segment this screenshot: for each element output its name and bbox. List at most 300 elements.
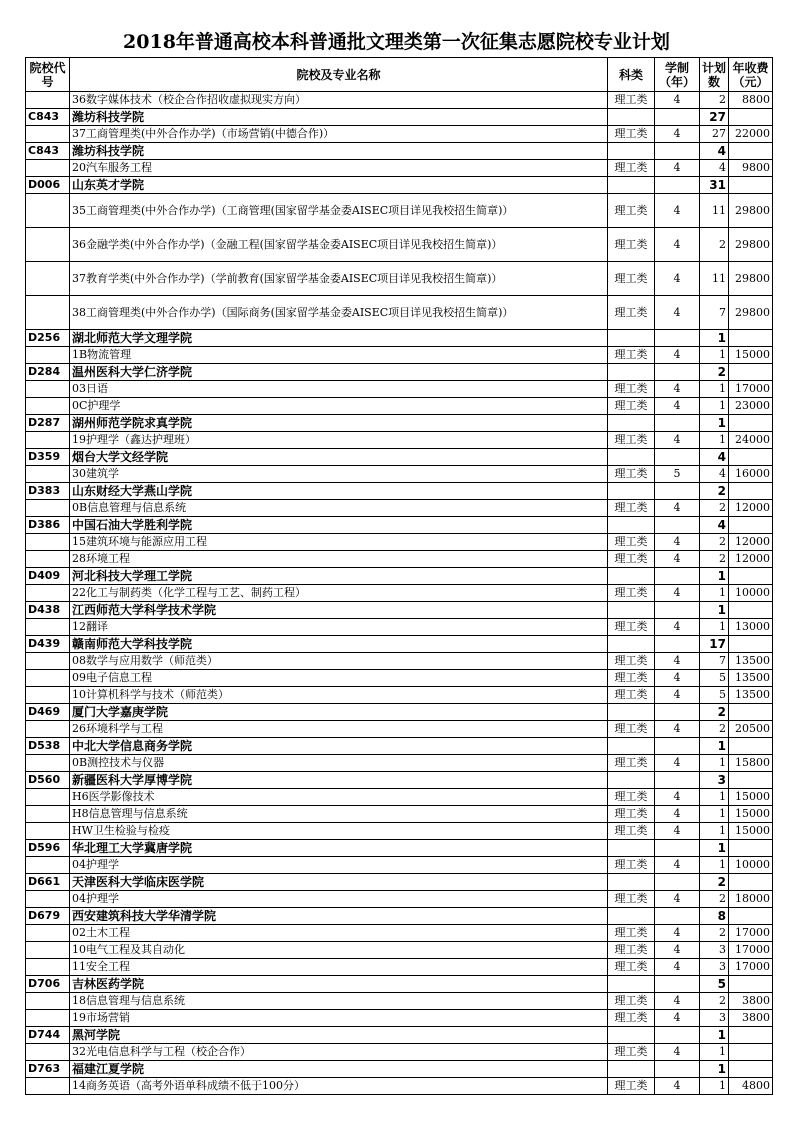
fee-cell	[729, 602, 773, 619]
header-code: 院校代号	[26, 58, 70, 92]
years-cell	[655, 976, 700, 993]
school-row	[26, 449, 773, 466]
fee-cell: 22000	[729, 126, 773, 143]
years-cell	[655, 602, 700, 619]
years-cell: 4	[655, 755, 700, 772]
major-name-cell: 04护理学	[70, 891, 608, 908]
years-cell	[655, 874, 700, 891]
category-cell	[608, 449, 655, 466]
major-name-cell: 03日语	[70, 381, 608, 398]
category-cell	[608, 908, 655, 925]
major-row	[26, 993, 773, 1010]
major-row	[26, 806, 773, 823]
school-row	[26, 976, 773, 993]
major-name-cell: 20汽车服务工程	[70, 160, 608, 177]
fee-cell: 17000	[729, 959, 773, 976]
category-cell: 理工类	[608, 534, 655, 551]
plan-count-cell: 1	[700, 619, 729, 636]
plan-count-cell: 1	[700, 585, 729, 602]
fee-cell: 20500	[729, 721, 773, 738]
school-code-cell	[26, 721, 70, 738]
years-cell	[655, 636, 700, 653]
major-row	[26, 823, 773, 840]
category-cell: 理工类	[608, 585, 655, 602]
fee-cell	[729, 568, 773, 585]
school-code-cell	[26, 942, 70, 959]
years-cell	[655, 1027, 700, 1044]
school-code-cell: D744	[26, 1027, 70, 1044]
school-code-cell	[26, 993, 70, 1010]
fee-cell: 8800	[729, 92, 773, 109]
major-name-cell: 35工商管理类(中外合作办学)（工商管理(国家留学基金委AISEC项目详见我校招生简章)）	[70, 194, 608, 228]
header-plan: 计划数	[700, 58, 729, 92]
category-cell: 理工类	[608, 262, 655, 296]
years-cell	[655, 908, 700, 925]
table-header-row	[26, 58, 773, 92]
years-cell: 4	[655, 806, 700, 823]
category-cell	[608, 483, 655, 500]
school-code-cell: D359	[26, 449, 70, 466]
fee-cell: 29800	[729, 228, 773, 262]
years-cell: 4	[655, 823, 700, 840]
category-cell	[608, 177, 655, 194]
major-name-cell: 32光电信息科学与工程（校企合作）	[70, 1044, 608, 1061]
category-cell: 理工类	[608, 721, 655, 738]
years-cell: 4	[655, 925, 700, 942]
plan-count-cell: 2	[700, 874, 729, 891]
years-cell	[655, 704, 700, 721]
category-cell: 理工类	[608, 126, 655, 143]
plan-count-cell: 1	[700, 857, 729, 874]
school-row	[26, 177, 773, 194]
category-cell	[608, 976, 655, 993]
header-category: 科类	[608, 58, 655, 92]
category-cell: 理工类	[608, 925, 655, 942]
school-row	[26, 1027, 773, 1044]
years-cell: 5	[655, 466, 700, 483]
major-name-cell: 04护理学	[70, 857, 608, 874]
fee-cell: 13000	[729, 619, 773, 636]
years-cell	[655, 449, 700, 466]
category-cell: 理工类	[608, 653, 655, 670]
school-code-cell	[26, 432, 70, 449]
school-name-cell: 湖州师范学院求真学院	[70, 415, 608, 432]
school-code-cell: D439	[26, 636, 70, 653]
school-row	[26, 602, 773, 619]
fee-cell	[729, 1027, 773, 1044]
school-name-cell: 中北大学信息商务学院	[70, 738, 608, 755]
fee-cell	[729, 177, 773, 194]
plan-count-cell: 8	[700, 908, 729, 925]
fee-cell: 15000	[729, 347, 773, 364]
major-row	[26, 432, 773, 449]
category-cell: 理工类	[608, 687, 655, 704]
category-cell: 理工类	[608, 857, 655, 874]
years-cell: 4	[655, 670, 700, 687]
header-name: 院校及专业名称	[70, 58, 608, 92]
school-code-cell	[26, 398, 70, 415]
plan-count-cell: 4	[700, 143, 729, 160]
fee-cell: 3800	[729, 993, 773, 1010]
school-name-cell: 山东英才学院	[70, 177, 608, 194]
fee-cell	[729, 415, 773, 432]
school-code-cell	[26, 194, 70, 228]
major-name-cell: H8信息管理与信息系统	[70, 806, 608, 823]
fee-cell	[729, 908, 773, 925]
major-name-cell: HW卫生检验与检疫	[70, 823, 608, 840]
school-name-cell: 华北理工大学冀唐学院	[70, 840, 608, 857]
plan-count-cell: 1	[700, 755, 729, 772]
school-code-cell: D287	[26, 415, 70, 432]
major-name-cell: 22化工与制药类（化学工程与工艺、制药工程）	[70, 585, 608, 602]
school-name-cell: 山东财经大学燕山学院	[70, 483, 608, 500]
years-cell: 4	[655, 585, 700, 602]
major-name-cell: 37工商管理类(中外合作办学)（市场营销(中德合作)）	[70, 126, 608, 143]
category-cell: 理工类	[608, 959, 655, 976]
plan-count-cell: 27	[700, 109, 729, 126]
major-row	[26, 126, 773, 143]
fee-cell: 29800	[729, 194, 773, 228]
category-cell: 理工类	[608, 1010, 655, 1027]
category-cell: 理工类	[608, 296, 655, 330]
years-cell: 4	[655, 891, 700, 908]
school-code-cell	[26, 823, 70, 840]
years-cell	[655, 364, 700, 381]
years-cell	[655, 517, 700, 534]
major-name-cell: 19市场营销	[70, 1010, 608, 1027]
category-cell	[608, 330, 655, 347]
plan-count-cell: 11	[700, 262, 729, 296]
category-cell: 理工类	[608, 1078, 655, 1095]
fee-cell: 12000	[729, 500, 773, 517]
enrollment-plan-table	[25, 57, 773, 1095]
school-name-cell: 温州医科大学仁济学院	[70, 364, 608, 381]
years-cell	[655, 143, 700, 160]
category-cell: 理工类	[608, 398, 655, 415]
category-cell	[608, 636, 655, 653]
years-cell: 4	[655, 959, 700, 976]
plan-count-cell: 5	[700, 670, 729, 687]
years-cell: 4	[655, 1044, 700, 1061]
school-code-cell	[26, 500, 70, 517]
major-name-cell: 36数字媒体技术（校企合作招收虚拟现实方向）	[70, 92, 608, 109]
school-code-cell: D256	[26, 330, 70, 347]
major-name-cell: 14商务英语（高考外语单科成绩不低于100分）	[70, 1078, 608, 1095]
major-name-cell: 0B测控技术与仪器	[70, 755, 608, 772]
school-row	[26, 738, 773, 755]
school-code-cell: C843	[26, 143, 70, 160]
fee-cell	[729, 1044, 773, 1061]
plan-count-cell: 1	[700, 1027, 729, 1044]
school-row	[26, 1061, 773, 1078]
school-name-cell: 吉林医药学院	[70, 976, 608, 993]
years-cell: 4	[655, 653, 700, 670]
school-code-cell	[26, 959, 70, 976]
category-cell: 理工类	[608, 551, 655, 568]
school-name-cell: 新疆医科大学厚博学院	[70, 772, 608, 789]
school-row	[26, 109, 773, 126]
plan-count-cell: 31	[700, 177, 729, 194]
fee-cell	[729, 143, 773, 160]
years-cell	[655, 415, 700, 432]
school-name-cell: 黑河学院	[70, 1027, 608, 1044]
category-cell: 理工类	[608, 347, 655, 364]
school-code-cell	[26, 687, 70, 704]
major-row	[26, 381, 773, 398]
school-code-cell	[26, 92, 70, 109]
header-years: 学制（年）	[655, 58, 700, 92]
school-code-cell	[26, 551, 70, 568]
school-code-cell	[26, 160, 70, 177]
plan-count-cell: 3	[700, 772, 729, 789]
major-row	[26, 653, 773, 670]
years-cell	[655, 177, 700, 194]
plan-count-cell: 4	[700, 160, 729, 177]
major-name-cell: 26环境科学与工程	[70, 721, 608, 738]
plan-count-cell: 2	[700, 721, 729, 738]
fee-cell: 4800	[729, 1078, 773, 1095]
major-name-cell: 37教育学类(中外合作办学)（学前教育(国家留学基金委AISEC项目详见我校招生简章)）	[70, 262, 608, 296]
fee-cell: 12000	[729, 551, 773, 568]
school-code-cell	[26, 126, 70, 143]
fee-cell	[729, 483, 773, 500]
major-name-cell: 15建筑环境与能源应用工程	[70, 534, 608, 551]
major-row	[26, 228, 773, 262]
school-row	[26, 908, 773, 925]
plan-count-cell: 1	[700, 1044, 729, 1061]
years-cell	[655, 738, 700, 755]
plan-count-cell: 2	[700, 483, 729, 500]
school-name-cell: 厦门大学嘉庚学院	[70, 704, 608, 721]
category-cell: 理工类	[608, 228, 655, 262]
category-cell	[608, 738, 655, 755]
category-cell: 理工类	[608, 500, 655, 517]
major-name-cell: 0C护理学	[70, 398, 608, 415]
years-cell: 4	[655, 432, 700, 449]
fee-cell: 15800	[729, 755, 773, 772]
major-name-cell: 18信息管理与信息系统	[70, 993, 608, 1010]
major-row	[26, 92, 773, 109]
plan-count-cell: 7	[700, 296, 729, 330]
major-row	[26, 160, 773, 177]
school-code-cell	[26, 755, 70, 772]
plan-count-cell: 11	[700, 194, 729, 228]
major-name-cell: 38工商管理类(中外合作办学)（国际商务(国家留学基金委AISEC项目详见我校招生简章)）	[70, 296, 608, 330]
fee-cell: 15000	[729, 789, 773, 806]
fee-cell: 29800	[729, 262, 773, 296]
plan-count-cell: 2	[700, 534, 729, 551]
major-name-cell: 28环境工程	[70, 551, 608, 568]
fee-cell: 15000	[729, 806, 773, 823]
plan-count-cell: 4	[700, 466, 729, 483]
category-cell: 理工类	[608, 194, 655, 228]
fee-cell: 23000	[729, 398, 773, 415]
plan-count-cell: 1	[700, 330, 729, 347]
school-code-cell	[26, 381, 70, 398]
years-cell: 4	[655, 687, 700, 704]
years-cell: 4	[655, 194, 700, 228]
category-cell: 理工类	[608, 670, 655, 687]
category-cell	[608, 874, 655, 891]
plan-count-cell: 2	[700, 704, 729, 721]
plan-count-cell: 1	[700, 823, 729, 840]
fee-cell: 29800	[729, 296, 773, 330]
fee-cell: 17000	[729, 381, 773, 398]
category-cell	[608, 1061, 655, 1078]
category-cell: 理工类	[608, 160, 655, 177]
plan-count-cell: 1	[700, 602, 729, 619]
school-code-cell	[26, 1078, 70, 1095]
category-cell	[608, 517, 655, 534]
years-cell: 4	[655, 789, 700, 806]
major-name-cell: 10电气工程及其自动化	[70, 942, 608, 959]
years-cell: 4	[655, 534, 700, 551]
years-cell: 4	[655, 942, 700, 959]
school-code-cell: D284	[26, 364, 70, 381]
fee-cell	[729, 517, 773, 534]
school-row	[26, 840, 773, 857]
plan-count-cell: 1	[700, 568, 729, 585]
school-code-cell	[26, 653, 70, 670]
fee-cell: 17000	[729, 942, 773, 959]
category-cell	[608, 602, 655, 619]
school-code-cell	[26, 806, 70, 823]
category-cell: 理工类	[608, 1044, 655, 1061]
fee-cell: 24000	[729, 432, 773, 449]
school-code-cell: D560	[26, 772, 70, 789]
plan-count-cell: 1	[700, 1061, 729, 1078]
plan-count-cell: 1	[700, 347, 729, 364]
category-cell	[608, 840, 655, 857]
fee-cell	[729, 704, 773, 721]
major-name-cell: 11安全工程	[70, 959, 608, 976]
plan-count-cell: 1	[700, 1078, 729, 1095]
years-cell	[655, 568, 700, 585]
years-cell: 4	[655, 551, 700, 568]
fee-cell	[729, 772, 773, 789]
years-cell: 4	[655, 381, 700, 398]
fee-cell	[729, 738, 773, 755]
plan-count-cell: 1	[700, 840, 729, 857]
school-code-cell	[26, 619, 70, 636]
major-row	[26, 687, 773, 704]
school-name-cell: 潍坊科技学院	[70, 109, 608, 126]
plan-count-cell: 27	[700, 126, 729, 143]
plan-count-cell: 1	[700, 789, 729, 806]
major-row	[26, 942, 773, 959]
school-row	[26, 568, 773, 585]
school-name-cell: 潍坊科技学院	[70, 143, 608, 160]
plan-count-cell: 2	[700, 551, 729, 568]
years-cell	[655, 109, 700, 126]
major-name-cell: 09电子信息工程	[70, 670, 608, 687]
fee-cell: 9800	[729, 160, 773, 177]
category-cell	[608, 772, 655, 789]
school-code-cell	[26, 925, 70, 942]
school-code-cell: D409	[26, 568, 70, 585]
category-cell: 理工类	[608, 806, 655, 823]
school-code-cell	[26, 228, 70, 262]
school-row	[26, 772, 773, 789]
years-cell: 4	[655, 160, 700, 177]
plan-count-cell: 1	[700, 432, 729, 449]
school-row	[26, 483, 773, 500]
school-code-cell	[26, 1010, 70, 1027]
major-row	[26, 500, 773, 517]
category-cell: 理工类	[608, 619, 655, 636]
category-cell	[608, 143, 655, 160]
fee-cell	[729, 449, 773, 466]
school-code-cell	[26, 347, 70, 364]
major-name-cell: 19护理学（鑫达护理班）	[70, 432, 608, 449]
fee-cell: 13500	[729, 687, 773, 704]
school-code-cell	[26, 585, 70, 602]
major-row	[26, 857, 773, 874]
major-row	[26, 891, 773, 908]
category-cell: 理工类	[608, 381, 655, 398]
school-name-cell: 中国石油大学胜利学院	[70, 517, 608, 534]
school-code-cell	[26, 296, 70, 330]
plan-count-cell: 1	[700, 806, 729, 823]
plan-count-cell: 3	[700, 942, 729, 959]
plan-count-cell: 1	[700, 738, 729, 755]
fee-cell: 17000	[729, 925, 773, 942]
fee-cell: 10000	[729, 585, 773, 602]
category-cell	[608, 704, 655, 721]
years-cell: 4	[655, 857, 700, 874]
fee-cell	[729, 1061, 773, 1078]
plan-count-cell: 17	[700, 636, 729, 653]
fee-cell: 16000	[729, 466, 773, 483]
school-name-cell: 福建江夏学院	[70, 1061, 608, 1078]
years-cell: 4	[655, 296, 700, 330]
fee-cell	[729, 109, 773, 126]
major-row	[26, 1044, 773, 1061]
plan-count-cell: 2	[700, 993, 729, 1010]
plan-count-cell: 2	[700, 891, 729, 908]
category-cell: 理工类	[608, 92, 655, 109]
major-row	[26, 466, 773, 483]
school-row	[26, 364, 773, 381]
plan-count-cell: 2	[700, 92, 729, 109]
years-cell: 4	[655, 500, 700, 517]
category-cell	[608, 568, 655, 585]
years-cell	[655, 1061, 700, 1078]
fee-cell	[729, 840, 773, 857]
major-row	[26, 551, 773, 568]
category-cell: 理工类	[608, 755, 655, 772]
major-row	[26, 194, 773, 228]
major-row	[26, 925, 773, 942]
major-row	[26, 670, 773, 687]
fee-cell: 18000	[729, 891, 773, 908]
plan-count-cell: 5	[700, 687, 729, 704]
major-row	[26, 959, 773, 976]
plan-count-cell: 5	[700, 976, 729, 993]
plan-count-cell: 3	[700, 959, 729, 976]
school-code-cell: D706	[26, 976, 70, 993]
years-cell: 4	[655, 993, 700, 1010]
years-cell: 4	[655, 619, 700, 636]
plan-count-cell: 7	[700, 653, 729, 670]
category-cell: 理工类	[608, 466, 655, 483]
school-code-cell: D386	[26, 517, 70, 534]
years-cell: 4	[655, 1010, 700, 1027]
fee-cell	[729, 636, 773, 653]
years-cell	[655, 840, 700, 857]
years-cell: 4	[655, 262, 700, 296]
school-code-cell: C843	[26, 109, 70, 126]
